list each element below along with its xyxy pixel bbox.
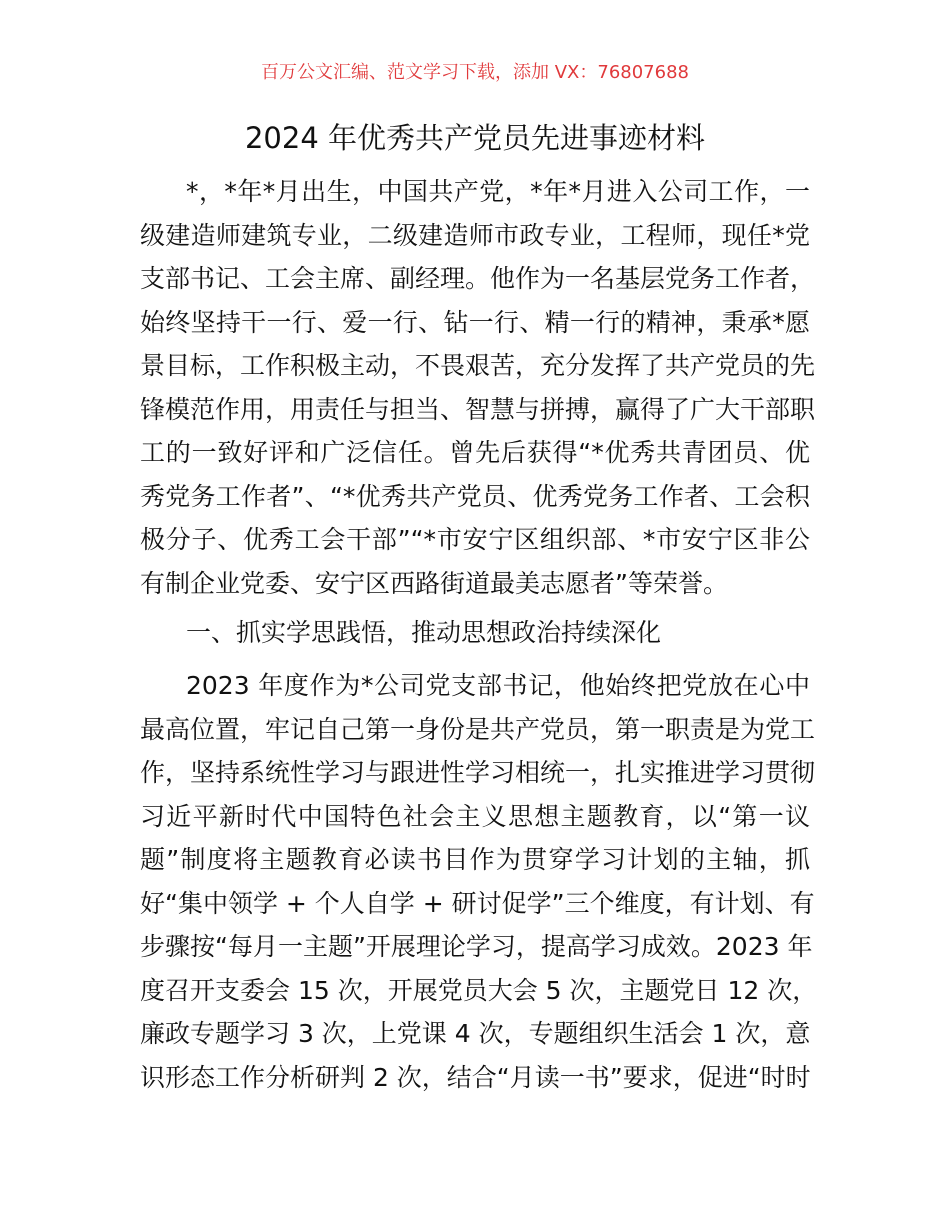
text-line: 题”制度将主题教育必读书目作为贯穿学习计划的主轴，抓 [140,845,810,874]
text-line: 有制企业党委、安宁区西路街道最美志愿者”等荣誉。 [140,568,728,598]
text-line: 作，坚持系统性学习与跟进性学习相统一，扎实推进学习贯彻 [140,758,816,787]
text-line: 极分子、优秀工会干部”“*市安宁区组织部、*市安宁区非公 [140,525,810,554]
paragraph-section1 [140,664,818,1099]
text-line: 廉政专题学习 3 次，上党课 4 次，专题组织生活会 1 次，意 [140,1019,811,1048]
text-line: 锋模范作用，用责任与担当、智慧与拼搏，赢得了广大干部职 [140,394,816,424]
text-line: 步骤按“每月一主题”开展理论学习，提高学习成效。2023 年 [140,932,813,961]
text-line: 度召开支委会 15 次，开展党员大会 5 次，主题党日 12 次， [140,975,818,1005]
text-line: 秀党务工作者”、“*优秀共产党员、优秀党务工作者、工会积 [140,481,810,511]
text-line: 好“集中领学 + 个人自学 + 研讨促学”三个维度，有计划、有 [140,888,815,918]
text-line: 2023 年度作为*公司党支部书记，他始终把党放在心中 [186,671,810,700]
text-line: 始终坚持干一行、爱一行、钻一行、精一行的精神，秉承*愿 [140,307,810,337]
text-line: 支部书记、工会主席、副经理。他作为一名基层党务工作者， [140,264,816,293]
document-title: 2024 年优秀共产党员先进事迹材料 [244,121,706,155]
document-body [140,170,818,1099]
paragraph-intro [140,170,816,605]
text-line: 工的一致好评和广泛信任。曾先后获得“*优秀共青团员、优 [140,438,810,467]
watermark-header: 百万公文汇编、范文学习下载，添加 VX：76807688 [261,62,689,83]
text-line: 最高位置，牢记自己第一身份是共产党员，第一职责是为党工 [140,714,816,744]
text-line: *，*年*月出生，中国共产党，*年*月进入公司工作，一 [186,177,810,206]
text-line: 识形态工作分析研判 2 次，结合“月读一书”要求，促进“时时 [140,1062,811,1092]
text-line: 习近平新时代中国特色社会主义思想主题教育，以“第一议 [140,801,810,831]
section-heading: 一、抓实学思践悟，推动思想政治持续深化 [186,618,662,647]
text-line: 景目标，工作积极主动，不畏艰苦，充分发挥了共产党员的先 [140,351,816,380]
text-line: 级建造师建筑专业，二级建造师市政专业，工程师，现任*党 [140,220,810,250]
